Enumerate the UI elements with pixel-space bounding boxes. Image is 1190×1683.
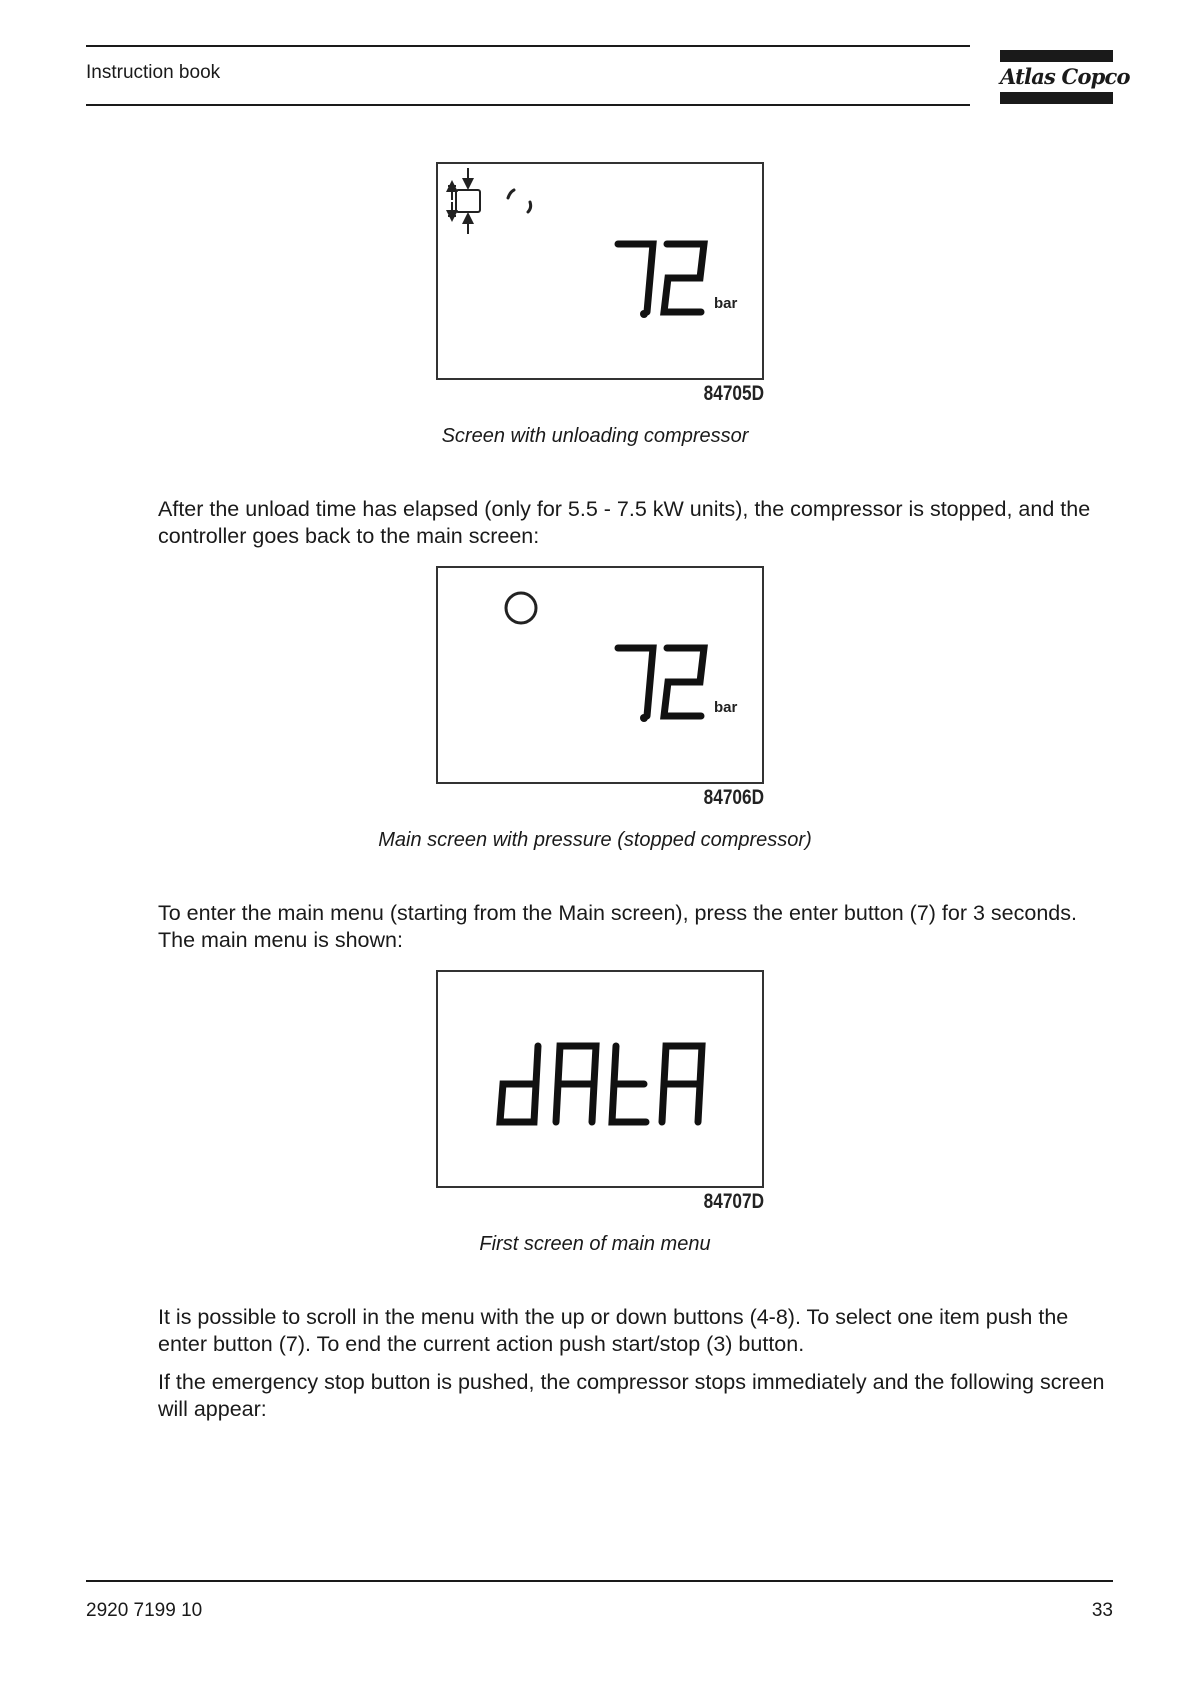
footer-rule [86,1580,1113,1582]
lcd-unloading [438,164,762,378]
header-bottom-rule [86,104,970,106]
logo-text: Atlas Copco [1000,64,1130,89]
header-top-rule [86,45,970,47]
figure-caption: Main screen with pressure (stopped compressor) [378,829,812,851]
figure-code: 84707D [703,1190,764,1213]
doc-number: 2920 7199 10 [86,1600,203,1621]
atlas-copco-logo [1000,50,1130,104]
figure-caption: First screen of main menu [479,1233,711,1255]
seven-segment-value [618,648,704,722]
header-title: Instruction book [86,62,221,83]
motor-rotation-segments-icon [508,190,531,212]
lcd-stopped [438,568,762,782]
paragraph: To enter the main menu (starting from the Main screen), press the enter button (7) for 3 seconds. The main menu is shown: [158,901,1077,952]
paragraph: It is possible to scroll in the menu with the up or down buttons (4-8). To select one item push the enter button (7). To end the current action push start/stop (3) button. [158,1305,1069,1356]
unloading-arrows-icon [448,168,480,234]
figure-code: 84705D [703,382,764,405]
lcd-menu [438,972,762,1186]
display-screen-stopped [436,566,764,784]
seven-segment-value [618,244,704,318]
display-screen-menu [436,970,764,1188]
pressure-unit: bar [714,295,738,312]
stopped-circle-icon [506,593,536,623]
paragraph: If the emergency stop button is pushed, the compressor stops immediately and the following screen will appear: [158,1370,1105,1421]
seven-segment-text [500,1046,702,1122]
figure-caption: Screen with unloading compressor [441,425,749,447]
figure-code: 84706D [703,786,764,809]
display-screen-unloading [436,162,764,380]
page-number: 33 [1091,1600,1113,1621]
pressure-unit: bar [714,699,738,716]
paragraph: After the unload time has elapsed (only for 5.5 - 7.5 kW units), the compressor is stopped, and the controller goes back to the main screen: [158,497,1091,548]
